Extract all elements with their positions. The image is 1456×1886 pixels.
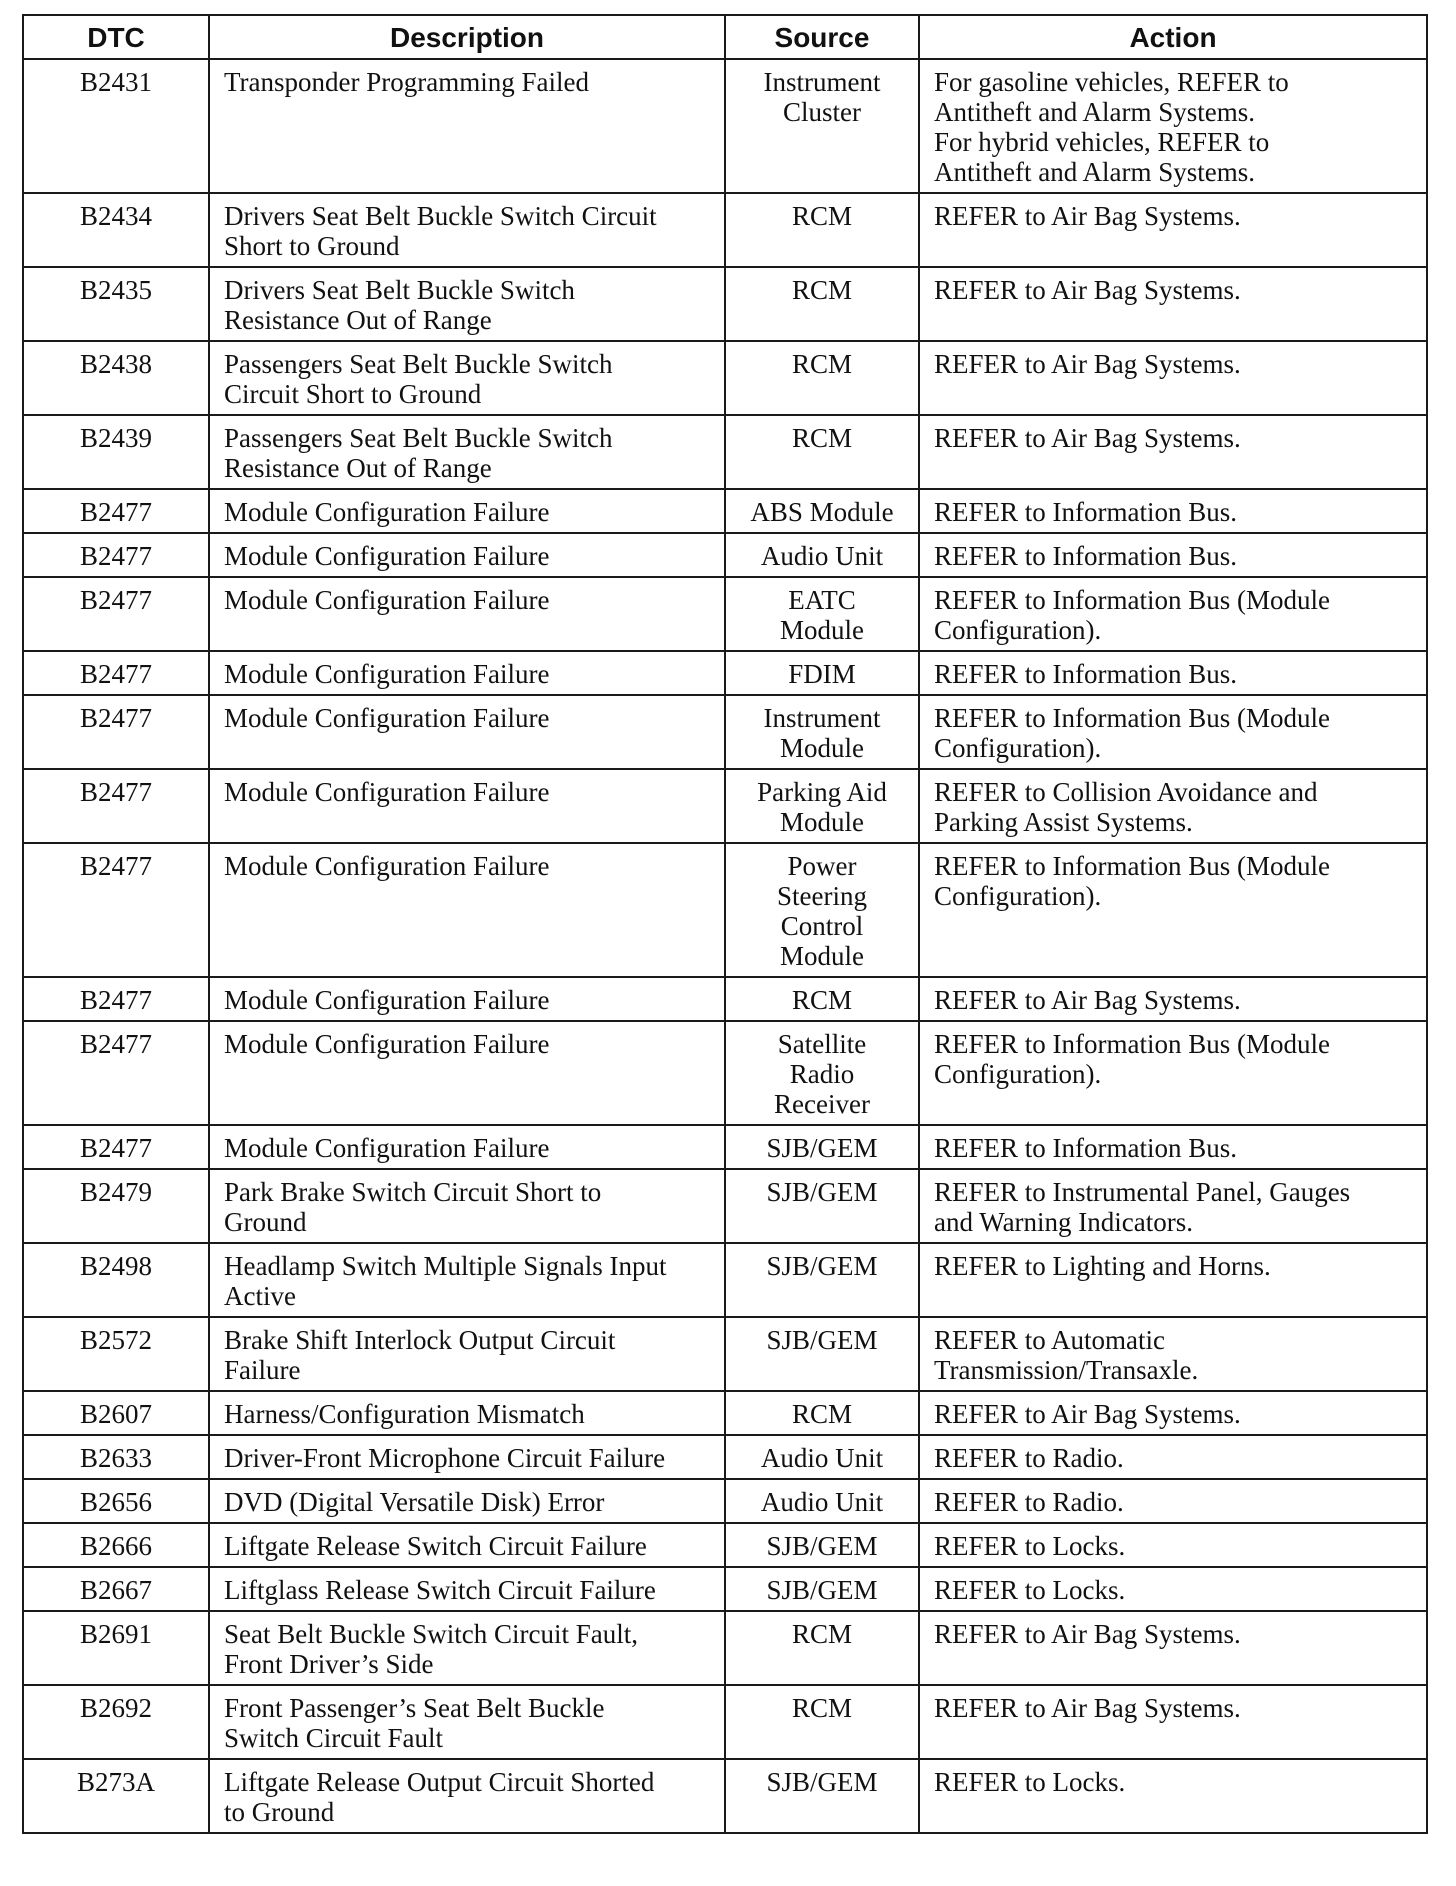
- description-line: Passengers Seat Belt Buckle Switch: [224, 423, 613, 453]
- source-line: Audio Unit: [760, 541, 884, 571]
- source-cell: [725, 1243, 919, 1317]
- action-line: REFER to Radio.: [934, 1487, 1124, 1517]
- source-line: SJB/GEM: [766, 1575, 878, 1605]
- table-row: [23, 267, 1427, 341]
- action-cell: [919, 489, 1427, 533]
- source-line: Cluster: [783, 97, 861, 127]
- action-cell: [919, 1125, 1427, 1169]
- action-line: REFER to Air Bag Systems.: [934, 349, 1241, 379]
- action-cell: [919, 341, 1427, 415]
- description-cell: [209, 59, 725, 193]
- source-cell: [725, 489, 919, 533]
- dtc-code: B2479: [23, 1169, 209, 1243]
- action-line: REFER to Automatic: [934, 1325, 1166, 1355]
- header-description: Description: [209, 15, 725, 59]
- description-cell: [209, 533, 725, 577]
- table-row: [23, 1759, 1427, 1833]
- description-cell: [209, 1169, 725, 1243]
- action-line: REFER to Radio.: [934, 1443, 1124, 1473]
- description-line: Module Configuration Failure: [224, 851, 550, 881]
- source-line: RCM: [791, 275, 853, 305]
- description-cell: [209, 1391, 725, 1435]
- source-cell: [725, 1567, 919, 1611]
- table-row: [23, 489, 1427, 533]
- action-cell: [919, 533, 1427, 577]
- description-line: Module Configuration Failure: [224, 985, 550, 1015]
- action-line: REFER to Information Bus.: [934, 541, 1237, 571]
- source-cell: [725, 415, 919, 489]
- action-cell: [919, 1169, 1427, 1243]
- dtc-code: B2477: [23, 843, 209, 977]
- description-line: Module Configuration Failure: [224, 777, 550, 807]
- description-cell: [209, 695, 725, 769]
- action-cell: [919, 1759, 1427, 1833]
- dtc-code: B2477: [23, 1125, 209, 1169]
- source-line: EATC: [788, 585, 856, 615]
- source-cell: [725, 651, 919, 695]
- dtc-code: B2431: [23, 59, 209, 193]
- action-cell: [919, 1611, 1427, 1685]
- description-line: Module Configuration Failure: [224, 1029, 550, 1059]
- source-line: Radio: [789, 1059, 855, 1089]
- description-cell: [209, 769, 725, 843]
- description-line: Resistance Out of Range: [224, 453, 492, 483]
- action-cell: [919, 695, 1427, 769]
- dtc-code: B2572: [23, 1317, 209, 1391]
- source-line: Module: [780, 615, 864, 645]
- table-row: [23, 193, 1427, 267]
- source-cell: [725, 533, 919, 577]
- action-line: Antitheft and Alarm Systems.: [934, 157, 1255, 187]
- description-line: Ground: [224, 1207, 307, 1237]
- source-cell: [725, 1169, 919, 1243]
- description-line: DVD (Digital Versatile Disk) Error: [224, 1487, 605, 1517]
- dtc-code: B2435: [23, 267, 209, 341]
- source-line: SJB/GEM: [766, 1767, 878, 1797]
- description-line: Drivers Seat Belt Buckle Switch Circuit: [224, 201, 657, 231]
- action-cell: [919, 267, 1427, 341]
- description-line: Brake Shift Interlock Output Circuit: [224, 1325, 616, 1355]
- table-row: [23, 1479, 1427, 1523]
- source-line: Module: [780, 807, 864, 837]
- dtc-code: B2656: [23, 1479, 209, 1523]
- description-line: Active: [224, 1281, 296, 1311]
- source-line: RCM: [791, 423, 853, 453]
- action-cell: [919, 415, 1427, 489]
- table-row: [23, 59, 1427, 193]
- action-cell: [919, 1685, 1427, 1759]
- action-line: REFER to Information Bus.: [934, 659, 1237, 689]
- source-line: SJB/GEM: [766, 1133, 878, 1163]
- source-line: SJB/GEM: [766, 1325, 878, 1355]
- description-cell: [209, 651, 725, 695]
- action-line: Configuration).: [934, 733, 1102, 763]
- action-line: Configuration).: [934, 1059, 1102, 1089]
- dtc-code: B2477: [23, 651, 209, 695]
- description-cell: [209, 267, 725, 341]
- source-cell: [725, 1021, 919, 1125]
- table-row: [23, 651, 1427, 695]
- dtc-code: B2434: [23, 193, 209, 267]
- dtc-code: B2477: [23, 533, 209, 577]
- description-cell: [209, 193, 725, 267]
- source-cell: [725, 843, 919, 977]
- action-line: For hybrid vehicles, REFER to: [934, 127, 1270, 157]
- action-cell: [919, 1243, 1427, 1317]
- description-cell: [209, 1243, 725, 1317]
- source-cell: [725, 1317, 919, 1391]
- table-row: [23, 1523, 1427, 1567]
- table-row: [23, 843, 1427, 977]
- table-row: [23, 1435, 1427, 1479]
- table-row: [23, 1567, 1427, 1611]
- dtc-code: B2477: [23, 695, 209, 769]
- table-row: [23, 1125, 1427, 1169]
- description-cell: [209, 1523, 725, 1567]
- dtc-code: B273A: [23, 1759, 209, 1833]
- description-line: Driver-Front Microphone Circuit Failure: [224, 1443, 666, 1473]
- description-line: Module Configuration Failure: [224, 1133, 550, 1163]
- source-line: Steering: [777, 881, 867, 911]
- action-cell: [919, 1523, 1427, 1567]
- table-row: [23, 415, 1427, 489]
- action-cell: [919, 843, 1427, 977]
- source-line: Module: [780, 733, 864, 763]
- dtc-code: B2438: [23, 341, 209, 415]
- source-line: RCM: [791, 201, 853, 231]
- dtc-code: B2498: [23, 1243, 209, 1317]
- description-cell: [209, 1759, 725, 1833]
- description-line: Harness/Configuration Mismatch: [224, 1399, 585, 1429]
- action-cell: [919, 1567, 1427, 1611]
- description-cell: [209, 577, 725, 651]
- description-line: Liftgate Release Switch Circuit Failure: [224, 1531, 647, 1561]
- description-line: Headlamp Switch Multiple Signals Input: [224, 1251, 667, 1281]
- source-cell: [725, 695, 919, 769]
- action-line: Configuration).: [934, 881, 1102, 911]
- action-line: REFER to Information Bus (Module: [934, 585, 1330, 615]
- dtc-code: B2666: [23, 1523, 209, 1567]
- description-cell: [209, 1435, 725, 1479]
- action-cell: [919, 1317, 1427, 1391]
- action-line: REFER to Locks.: [934, 1575, 1126, 1605]
- action-line: REFER to Air Bag Systems.: [934, 275, 1241, 305]
- description-line: Circuit Short to Ground: [224, 379, 482, 409]
- description-line: Module Configuration Failure: [224, 659, 550, 689]
- source-line: Instrument: [763, 703, 881, 733]
- source-line: Module: [780, 941, 864, 971]
- action-line: REFER to Collision Avoidance and: [934, 777, 1318, 807]
- source-cell: [725, 267, 919, 341]
- table-row: [23, 977, 1427, 1021]
- description-cell: [209, 1685, 725, 1759]
- dtc-code: B2477: [23, 577, 209, 651]
- table-row: [23, 577, 1427, 651]
- action-cell: [919, 59, 1427, 193]
- source-cell: [725, 193, 919, 267]
- action-line: REFER to Information Bus (Module: [934, 1029, 1330, 1059]
- source-cell: [725, 577, 919, 651]
- action-cell: [919, 651, 1427, 695]
- source-cell: [725, 1435, 919, 1479]
- source-line: RCM: [791, 349, 853, 379]
- description-line: Module Configuration Failure: [224, 585, 550, 615]
- description-line: Module Configuration Failure: [224, 541, 550, 571]
- source-line: Audio Unit: [760, 1487, 884, 1517]
- source-line: Parking Aid: [757, 777, 887, 807]
- description-line: Front Passenger’s Seat Belt Buckle: [224, 1693, 605, 1723]
- action-line: REFER to Lighting and Horns.: [934, 1251, 1271, 1281]
- description-line: Switch Circuit Fault: [224, 1723, 443, 1753]
- description-cell: [209, 489, 725, 533]
- table-row: [23, 1317, 1427, 1391]
- description-cell: [209, 843, 725, 977]
- source-cell: [725, 1523, 919, 1567]
- header-action: Action: [919, 15, 1427, 59]
- dtc-code: B2439: [23, 415, 209, 489]
- source-line: Audio Unit: [760, 1443, 884, 1473]
- description-line: to Ground: [224, 1797, 335, 1827]
- description-line: Short to Ground: [224, 231, 400, 261]
- dtc-code: B2692: [23, 1685, 209, 1759]
- action-line: Configuration).: [934, 615, 1102, 645]
- table-row: [23, 1611, 1427, 1685]
- description-line: Liftglass Release Switch Circuit Failure: [224, 1575, 656, 1605]
- table-row: [23, 769, 1427, 843]
- dtc-code: B2691: [23, 1611, 209, 1685]
- source-line: SJB/GEM: [766, 1177, 878, 1207]
- header-dtc: DTC: [23, 15, 209, 59]
- action-line: For gasoline vehicles, REFER to: [934, 67, 1289, 97]
- action-cell: [919, 1435, 1427, 1479]
- source-line: Control: [780, 911, 864, 941]
- action-line: Antitheft and Alarm Systems.: [934, 97, 1255, 127]
- action-line: and Warning Indicators.: [934, 1207, 1194, 1237]
- action-line: Transmission/Transaxle.: [934, 1355, 1199, 1385]
- description-line: Module Configuration Failure: [224, 703, 550, 733]
- dtc-code: B2477: [23, 1021, 209, 1125]
- action-line: REFER to Air Bag Systems.: [934, 1619, 1241, 1649]
- table-row: [23, 1685, 1427, 1759]
- action-line: REFER to Instrumental Panel, Gauges: [934, 1177, 1351, 1207]
- source-line: Satellite: [777, 1029, 867, 1059]
- table-row: [23, 341, 1427, 415]
- source-line: Instrument: [763, 67, 881, 97]
- action-line: REFER to Information Bus (Module: [934, 851, 1330, 881]
- description-line: Seat Belt Buckle Switch Circuit Fault,: [224, 1619, 638, 1649]
- source-cell: [725, 1759, 919, 1833]
- action-line: REFER to Air Bag Systems.: [934, 1399, 1241, 1429]
- source-cell: [725, 977, 919, 1021]
- action-line: Parking Assist Systems.: [934, 807, 1193, 837]
- source-cell: [725, 1479, 919, 1523]
- table-row: [23, 1169, 1427, 1243]
- table-row: [23, 1243, 1427, 1317]
- source-line: Power: [787, 851, 857, 881]
- table-row: [23, 1391, 1427, 1435]
- action-line: REFER to Air Bag Systems.: [934, 985, 1241, 1015]
- source-line: RCM: [791, 1399, 853, 1429]
- description-line: Failure: [224, 1355, 301, 1385]
- action-line: REFER to Information Bus.: [934, 1133, 1237, 1163]
- description-line: Resistance Out of Range: [224, 305, 492, 335]
- source-cell: [725, 1391, 919, 1435]
- action-cell: [919, 1391, 1427, 1435]
- dtc-code: B2633: [23, 1435, 209, 1479]
- description-line: Module Configuration Failure: [224, 497, 550, 527]
- source-line: RCM: [791, 985, 853, 1015]
- description-cell: [209, 1611, 725, 1685]
- source-line: RCM: [791, 1619, 853, 1649]
- table-row: [23, 533, 1427, 577]
- dtc-table: [22, 14, 1428, 1834]
- description-line: Liftgate Release Output Circuit Shorted: [224, 1767, 655, 1797]
- header-row: [23, 15, 1427, 59]
- description-line: Transponder Programming Failed: [224, 67, 589, 97]
- description-cell: [209, 977, 725, 1021]
- action-cell: [919, 977, 1427, 1021]
- action-line: REFER to Information Bus (Module: [934, 703, 1330, 733]
- header-source: Source: [725, 15, 919, 59]
- description-cell: [209, 1567, 725, 1611]
- description-cell: [209, 341, 725, 415]
- source-cell: [725, 769, 919, 843]
- description-cell: [209, 415, 725, 489]
- description-line: Drivers Seat Belt Buckle Switch: [224, 275, 575, 305]
- action-cell: [919, 193, 1427, 267]
- action-line: REFER to Air Bag Systems.: [934, 201, 1241, 231]
- source-cell: [725, 59, 919, 193]
- source-line: ABS Module: [750, 497, 894, 527]
- action-line: REFER to Locks.: [934, 1767, 1126, 1797]
- action-cell: [919, 577, 1427, 651]
- source-line: SJB/GEM: [766, 1531, 878, 1561]
- source-cell: [725, 1125, 919, 1169]
- dtc-code: B2667: [23, 1567, 209, 1611]
- action-cell: [919, 1479, 1427, 1523]
- action-line: REFER to Information Bus.: [934, 497, 1237, 527]
- table-header: [23, 15, 1427, 59]
- description-line: Park Brake Switch Circuit Short to: [224, 1177, 602, 1207]
- source-line: RCM: [791, 1693, 853, 1723]
- source-cell: [725, 1685, 919, 1759]
- table-row: [23, 1021, 1427, 1125]
- source-line: SJB/GEM: [766, 1251, 878, 1281]
- dtc-code: B2477: [23, 769, 209, 843]
- description-cell: [209, 1125, 725, 1169]
- description-cell: [209, 1479, 725, 1523]
- dtc-code: B2477: [23, 489, 209, 533]
- description-cell: [209, 1317, 725, 1391]
- description-line: Front Driver’s Side: [224, 1649, 434, 1679]
- action-line: REFER to Air Bag Systems.: [934, 423, 1241, 453]
- action-line: REFER to Locks.: [934, 1531, 1126, 1561]
- dtc-code: B2477: [23, 977, 209, 1021]
- action-line: REFER to Air Bag Systems.: [934, 1693, 1241, 1723]
- action-cell: [919, 769, 1427, 843]
- table-body: [23, 59, 1427, 1833]
- source-cell: [725, 1611, 919, 1685]
- description-cell: [209, 1021, 725, 1125]
- description-line: Passengers Seat Belt Buckle Switch: [224, 349, 613, 379]
- source-cell: [725, 341, 919, 415]
- table-row: [23, 695, 1427, 769]
- action-cell: [919, 1021, 1427, 1125]
- dtc-code: B2607: [23, 1391, 209, 1435]
- source-line: FDIM: [788, 659, 856, 689]
- source-line: Receiver: [774, 1089, 870, 1119]
